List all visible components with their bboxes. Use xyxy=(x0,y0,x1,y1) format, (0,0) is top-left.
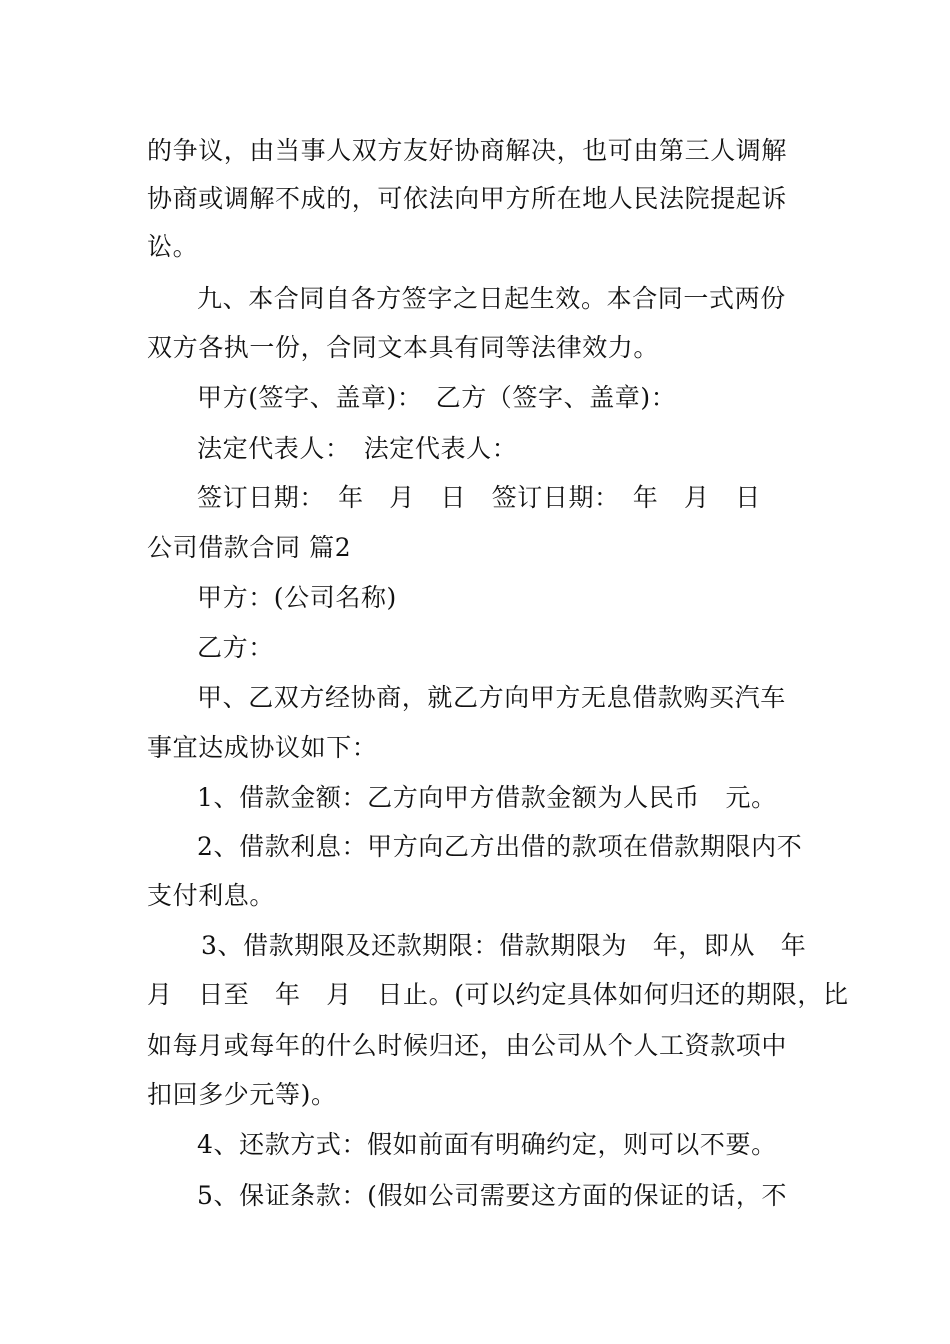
paragraph-line: 扣回多少元等)。 xyxy=(147,1080,337,1109)
clause-amount-line: 1、借款金额：乙方向甲方借款金额为人民币 元。 xyxy=(197,783,777,812)
section-title: 公司借款合同 篇2 xyxy=(147,533,352,562)
paragraph-line: 双方各执一份，合同文本具有同等法律效力。 xyxy=(147,333,660,362)
signing-date-line: 签订日期： 年 月 日 签订日期： 年 月 日 xyxy=(197,483,761,512)
party-b-line: 乙方： xyxy=(197,633,274,662)
paragraph-line: 支付利息。 xyxy=(147,881,276,910)
paragraph-line: 事宜达成协议如下： xyxy=(147,733,378,762)
paragraph-line: 月 日至 年 月 日止。(可以约定具体如何归还的期限，比 xyxy=(147,980,849,1009)
clause-nine-line: 九、本合同自各方签字之日起生效。本合同一式两份 xyxy=(197,284,786,313)
party-a-line: 甲方：(公司名称) xyxy=(197,583,397,612)
signature-party-line: 甲方(签字、盖章)： 乙方（签字、盖章)： xyxy=(197,383,677,412)
clause-term-line: 3、借款期限及还款期限：借款期限为 年，即从 年 xyxy=(201,931,807,960)
paragraph-line: 协商或调解不成的，可依法向甲方所在地人民法院提起诉 xyxy=(147,184,788,213)
paragraph-line: 的争议，由当事人双方友好协商解决，也可由第三人调解 xyxy=(147,136,788,165)
clause-interest-line: 2、借款利息：甲方向乙方出借的款项在借款期限内不 xyxy=(197,832,803,861)
paragraph-line: 如每月或每年的什么时候归还，由公司从个人工资款项中 xyxy=(147,1031,788,1060)
intro-line: 甲、乙双方经协商，就乙方向甲方无息借款购买汽车 xyxy=(197,683,786,712)
clause-guarantee-line: 5、保证条款：(假如公司需要这方面的保证的话，不 xyxy=(197,1181,788,1210)
paragraph-line: 讼。 xyxy=(147,232,199,261)
clause-repayment-line: 4、还款方式：假如前面有明确约定，则可以不要。 xyxy=(197,1130,777,1159)
legal-representative-line: 法定代表人： 法定代表人： xyxy=(197,434,518,463)
